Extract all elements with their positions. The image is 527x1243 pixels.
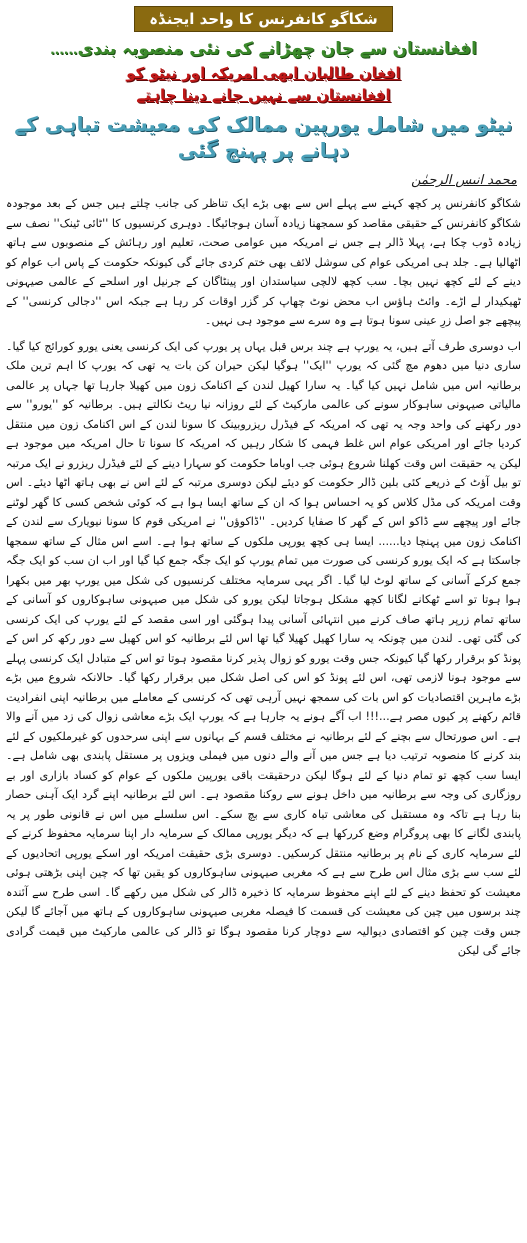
paragraph-2: اب دوسری طرف آتے ہیں، یہ یورپ ہے چند برس قبل یہاں پر یورپ کی ایک کرنسی یعنی یورو کورائج کیا گیا۔ ساری دنیا میں دھوم مچ گئی کہ یورپ ''ایک'' ہوگیا لیکن حیران کن بات یہ تھی کہ یورپ کا اہم ترین ملک برطانیہ اس میں شامل نہیں کیا گیا۔ یہ سارا کھیل لندن کے اکنامک زون میں کھیلا جارہا تھا جہاں پر عالمی مالیاتی صیہونی ساہوکار سونے کی عالمی مارکیٹ کے لئے روزانہ نیا ریٹ نکالتے ہیں۔ برطانیہ کو ''یورو'' سے دور رکھنے کی واحد وجہ یہ تھی کہ امریکہ کے فیڈرل ریزروبینک کا سونا لندن کے اس اکنامک زون میں منتقل کردیا جائے اور امریکی عوام اس غلط فہمی کا شکار رہیں کہ امریکہ کا سونا تا حال امریکہ میں موجود ہے لیکن یہ حقیقت اس وقت کھلنا شروع ہوئی جب اوباما حکومت کو سہارا دینے کے لئے فیڈرل ریزرو نے ایک مرتبہ تو بیل آؤٹ کے ذریعے کئی بلین ڈالر حکومت کو دیئے لیکن دوسری مرتبہ کے لئے اس نے بھی ہاتھ اٹھا دیئے۔ اس وقت امریکہ کی مڈل کلاس کو یہ احساس ہوا کہ ان کے ساتھ ایسا ہوا ہے کہ کوئی شخص کسی کا گھر لوٹنے جائے اور پیچھے سے ڈاکو اس کے گھر کا صفایا کردیں۔ ''ڈاکوؤں'' نے امریکی قوم کا سونا نیویارک سے لندن کے اکنامک زون میں پہنچا دیا...... ایسا ہی کچھ یورپی ملکوں کے ساتھ ہوا ہے۔ اسے اس مثال کے ساتھ سمجھا جاسکتا ہے کہ ایک یورو کرنسی کی صورت میں تمام یورپ کو ایک جگہ جمع کیا گیا اور اب ان سب کو ایک جگہ جمع کرکے آسانی کے ساتھ لوٹ لیا گیا۔ اگر یہی سرمایہ مختلف کرنسیوں کی شکل میں یورپ بھر میں بکھرا ہوا ہوتا تو اسے ٹھکانے لگانا کچھ مشکل ہوجاتا لیکن یورو کی شکل میں صیہونی ساہوکاروں کو آسانی کے ساتھ تمام زرپر ہاتھ صاف کرنے میں انتہائی آسانی پیدا ہوگئی اور اسی مقصد کے لئے یورپ کی ایک کرنسی کی گئی تھی۔ لندن میں چونکہ یہ سارا کھیل کھیلا گیا تھا اس لئے برطانیہ کو اس کھیل سے دور رکھ کر اس کے پونڈ کو برقرار رکھا گیا کیونکہ جس وقت یورو کو زوال پذیر کرنا مقصود ہوتا تو اس کے متبادل ایک کرنسی پہلے سے موجود ہونا لازمی تھی، اس لئے پونڈ کو اس کی اصل شکل میں برقرار رکھا گیا۔ حالانکہ شروع میں بڑے بڑے ماہرین اقتصادیات کو اس بات کی سمجھ نہیں آرہی تھی کہ کرنسی کے معاملے میں برطانیہ اپنی انفرادیت قائم رکھنے پر کیوں مصر ہے...!!! اب آگے ہونے یہ جارہا ہے کہ یورپ ایک بڑے معاشی زوال کی زد میں آنے والا ہے۔ اس صورتحال سے بچنے کے لئے برطانیہ نے مختلف قسم کے بہانوں سے اپنی سرحدوں کو غیرملکیوں کے لئے بند کرنے کا منصوبہ ترتیب دیا ہے جس میں آنے والے دنوں میں فیملی ویزوں پر مستقل پابندی بھی شامل ہے۔ ایسا سب کچھ تو تمام دنیا کے لئے ہوگا لیکن درحقیقت باقی یورپین ملکوں کے عوام کو کساد بازاری اور بے روزگاری کی وجہ سے برطانیہ میں داخل ہونے سے روکنا مقصود ہے۔ اس لئے برطانیہ اپنے گرد ایک آہنی حصار بنا رہا ہے تاکہ وہ مستقبل کی معاشی تباہ کاری سے بچ سکے۔ اس سلسلے میں اس نے قانونی طور پر یہ پابندی لگانے کا بھی پروگرام وضع کررکھا ہے کہ دیگر یورپی ممالک کے سرمایہ دار اپنا سرمایہ محفوظ کرنے کے لئے سرمایہ کاری کے نام پر برطانیہ منتقل کرسکیں۔ دوسری بڑی حقیقت امریکہ اور اسکے یورپی اتحادیوں کے لئے سب سے بڑی مثال اس طرح سے ہے کہ مغربی صیہونی ساہوکاروں کو یقین تھا کہ چین اپنی بڑھتی ہوئی معیشت کو تحفظ دینے کے لئے اپنے محفوظ سرمایہ کا ذخیرہ ڈالر کی شکل میں رکھے گا۔ اسی طرح سے آئندہ چند برسوں میں چین کی معیشت کی قسمت کا فیصلہ مغربی صیہونی ساہوکاروں کے ہاتھ میں آجائے گا لیکن جس وقت چین کو اقتصادی دیوالیہ سے دوچار کرنا مقصود ہوگا تو ڈالر کی عالمی مارکیٹ میں قیمت گرادی جائے گی لیکن	[6, 339, 521, 958]
headline-1-text: افغانستان سے جان چھڑانے کی نئی منصوبہ بندی	[77, 39, 477, 59]
banner-row	[6, 6, 521, 36]
paragraph-1: شکاگو کانفرنس پر کچھ کہنے سے پہلے اس سے بھی بڑے ایک تناظر کی جانب چلتے ہیں جس کے بعد موجودہ شکاگو کانفرنس کے حقیقی مقاصد کو سمجھنا زیادہ آسان ہوجائیگا۔ دوہری کرنسیوں کا ''ٹائی ٹینک'' نصف سے زیادہ ڈوب چکا ہے، پہلا ڈالر ہے جس نے امریکہ میں عوامی صحت، تعلیم اور رہائش کے منصوبوں سے ہاتھ اٹھالیا ہے۔ جلد ہی امریکی عوام کی سوشل لائف بھی ختم کردی جائے گی کیونکہ حکومت کے پاس اب عوام کو دینے کے لئے کچھ نہیں بچا۔ سب کچھ لالچی سیاستدان اور پینٹاگان کے جرنیل اور اسلحے کے عالمی صیہونی ٹھیکیدار لے اڑے۔ وائٹ ہاؤس اب محض نوٹ چھاپ کر گزر اوقات کر رہا ہے جبکہ اس ''دجالی کرنسی'' کے پیچھے جو اصل زرِ عینی سونا ہوتا ہے وہ سرے سے موجود ہی نہیں۔	[6, 197, 521, 328]
headline-2: افغان طالبان ابھی امریکہ اور نیٹو کو	[126, 63, 401, 82]
headline-1	[6, 38, 521, 61]
banner-title: شکاگو کانفرنس کا واحد ایجنڈہ	[134, 6, 393, 32]
headline-1-dots: ......	[50, 43, 78, 57]
author-byline: محمد انیس الرحمٰن	[411, 173, 517, 189]
headline-3: افغانستان سے نہیں جانے دینا چاہتے	[136, 86, 391, 105]
headline-4: نیٹو میں شامل یورپین ممالک کی معیشت تباہی کے دہانے پر پہنچ گئی	[14, 112, 513, 163]
